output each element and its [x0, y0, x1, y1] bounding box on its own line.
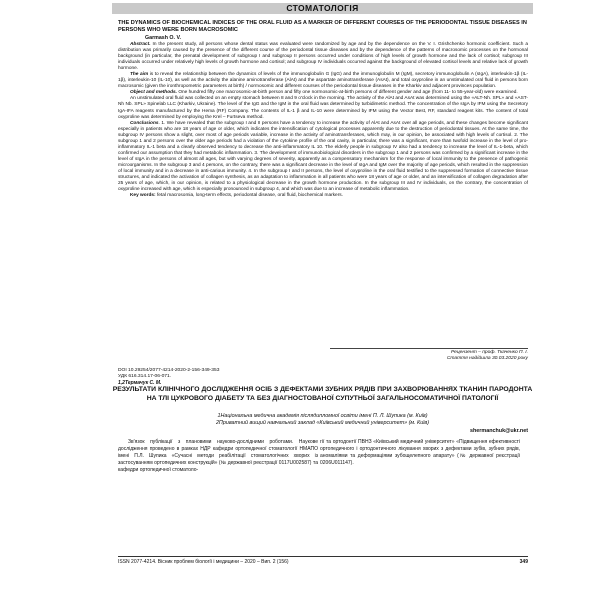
- page-number: 349: [519, 559, 528, 565]
- reviewer: Рецензент – проф. Ткаченко П. І.: [330, 348, 528, 356]
- author-en: Garmash O. V.: [145, 35, 182, 41]
- author-ua: 1,2Термачук С. М.: [118, 380, 162, 386]
- footer-divider: [118, 556, 528, 557]
- article-title-en: THE DYNAMICS OF BIOCHEMICAL INDICES OF THE ORAL FLUID AS A MARKER OF DIFFERENT COURSES OF THE PERIODONTAL TISSUE DISEASES IN PERSONS WHO WERE BORN MACROSOMIC: [118, 20, 527, 33]
- conclusions-paragraph: [118, 121, 528, 194]
- abstract-label: Abstract.: [130, 42, 151, 47]
- received-date: Стаття надійшла 30.03.2020 року: [446, 355, 528, 361]
- abstract-text: In the present study, all persons whose dental status was evaluated were randomized by age and by the dependence on the V. I. Grishchenko hormonic coefficient. Such a distribution was primarily caused by the presence of the different course of the periodontal tissue diseases and by the dependence of the patterns of macrosomic processes on the hormonal background (in particular, the prenatal development of subgroup I and subgroup II persons occurred under conditions of high levels of growth hormone and the lack of cortisol; subgroup III individuals occurred under relatively high levels of growth hormone and cortisol; and subgroup IV individuals occurred against the background of elevated cortisol levels and relative lack of growth hormone.: [118, 42, 528, 72]
- body-column-left: Зв'язок публікації з плановими науково-дослідними роботами. Наукове дослідження проведено в рамках НДР кафедри ортопедичної стоматології НМАПО імені П.Л. Шупика «Сучасні методи реабілітації стоматологічних хворих із застосуванням ортопедичних конструкцій» (№ державної реєстрації 0117U002587) та кафедри ортопедичної стоматоло-: [118, 439, 318, 473]
- keywords-label: Key words:: [130, 193, 156, 199]
- methods-text-1: One hundred fifty one macrosomic-at-birth person and fifty one normosomic-at-birth persons of different gender and age (from 11- to 55-year-old) were examined.: [178, 90, 518, 96]
- article-title-ua: РЕЗУЛЬТАТИ КЛІНІЧНОГО ДОСЛІДЖЕННЯ ОСІБ З ДЕФЕКТАМИ ЗУБНИХ РЯДІВ ПРИ ЗАХВОРЮВАННЯХ ТКАНИН ПАРОДОНТА НА ТЛІ ЦУКРОВОГО ДІАБЕТУ ТА БЕЗ ДІАГНОСТОВАНОЇ СУПУТНЬОЇ ЗАГАЛЬНОСОМАТИЧНОЇ ПАТОЛОГІЇ: [112, 386, 533, 402]
- abstract-en: [118, 42, 528, 199]
- methods-label: Object and methods.: [130, 90, 177, 96]
- affiliations: [112, 413, 533, 427]
- body-column-right: гії та ортодонтії ПВНЗ «Київський медичний університет» «Підвищення ефективності ортопедичного і ортодонтичного лікування хворих з дефектами зубів, зубних рядів, аномаліями та деформаціями зубощелепного апарату» (№ державної реєстрації 0206U011147).: [320, 439, 520, 466]
- doi-block: [118, 368, 418, 380]
- udc: УДК 616.314.17-06-071.: [118, 374, 172, 379]
- doi: DOI 10.29254/2077-4214-2020-2-156-349-353: [118, 368, 220, 373]
- conclusions-label: Conclusions: [130, 120, 159, 126]
- abstract-paragraph: [118, 42, 528, 72]
- section-title: СТОМАТОЛОГІЯ: [286, 3, 359, 13]
- aim-label: The aim: [130, 72, 149, 78]
- affiliation-2: 2Приватний вищий навчальний заклад «Київський медичний університет» (м. Київ): [215, 420, 430, 426]
- methods-paragraph-2: [118, 96, 528, 120]
- journal-issn: ISSN 2077-4214. Вісник проблем біології і медицини – 2020 – Вип. 2 (156): [118, 559, 289, 565]
- keywords-text: fetal macrosomia, long-term effects, periodontal disease, oral fluid, biochemical markers.: [156, 193, 343, 199]
- author-email[interactable]: shermanchuk@ukr.net: [470, 428, 528, 434]
- aim-paragraph: [118, 72, 528, 90]
- aim-text: is to reveal the relationship between the dynamics of levels of the immunoglobulin G (IgG) and the immunoglobulin M (IgM), secretory immunoglobulin A (sIgA), interleukin-1β (IL-1β), interleukin-10 (IL-10), as well as the activity the alanine aminotransferase (AlAt) and the aspartate aminotransferase (AsAt), and total oxyproline in an unstimulated oral fluid in persons born macrosomic (given the ironthropometric parameters at birth) / normosomic and different courses of the periodontal tissue diseases in the Kharkiv and adjacent provinces population.: [118, 72, 528, 90]
- conclusions-text: . 1. We have revealed that the subgroup I and II persons have a tendency to increase the activity of AlAt and AsAt over all age periods, and these changes become significant especially in patients who are 18 years of age or older, which indicates the intensification of cytological processes apparently due to the destruction of periodontal tissues. At the same time, the subgroup IV persons show a slight, over most of age periods variable, increase in the activity of aminotransferases, which may, in our opinion, be associated with high levels of cortisol. 2. The subgroup 1 and 2 persons over the older age periods had a violation of the cytokine profile of the oral cavity, in particular, there was a significant, more than twofold increase in the level of pro-inflammatory IL-1 beta and a clearly observed tendency to decrease the anti-inflammatory IL 10. The elderly people in subgroup IV also had a tendency to increase the level of IL-1-beta, which confirmed our assumption that they had metabolic inflammation. 3. The development of immunobiological disorders in the subgroup 1 and 2 persons was confirmed by a significant increase in the level of sIgA in the persons of almost all ages, but with varying degrees of severity, apparently as a compensatory mechanism for the response of local immunity to the presence of pathogenic microorganisms. In the subgroup 3 and 4 persons, on the contrary, there was a significant decrease in the level of sIgA and IgM over the majority of age periods, which resulted in the suppression of local immunity and in a decrease in anti-carious immunity. 4. In the subgroup I and II persons, the level of oxyproline in the oral fluid testified to the suppressed formation of connective tissue structures, and indicated the activation of collagen synthesis, as an adaptation to inflammation in all patients who were 18 years of age or older, and an intensification of collagen degradation after 25 years of age, which, in our opinion, is related to a physiological decrease in the growth hormone production. In the subgroup III and IV individuals, on the contrary, the concentration of oxyproline increased with age, which is especially pronounced in subgroup 4, and which was due to an increase of metabolic inflammation.: [118, 120, 528, 193]
- methods-text-2: An unstimulated oral fluid was collected on an empty stomach between 8 and 9 o'clock in the morning. The activity of the AlAt and AsAt was determined using the «ALT-Nh. SPL» and «AST-Nh Nb. SPL» Spinelab LLC (Kharkiv, Ukraine). The level of the IgG and the IgM in the oral fluid was determined by turbidimetric method. The concentration of the sIgA by IFM using the Secretory IgA-IFA reagents manufactured by the Hema (RF) Company. The contents of IL-1 β and IL-10 were determined by IFM using the Vector Best, RF, standard reagent kits. The content of total oxyproline was determined by employing the Krel – Furtseva method.: [118, 96, 528, 120]
- keywords-paragraph: [118, 193, 528, 199]
- review-info: [330, 348, 528, 362]
- affiliation-1: 1Національна медична академія післядипломної освіти імені П. Л. Шупика (м. Київ): [217, 413, 428, 419]
